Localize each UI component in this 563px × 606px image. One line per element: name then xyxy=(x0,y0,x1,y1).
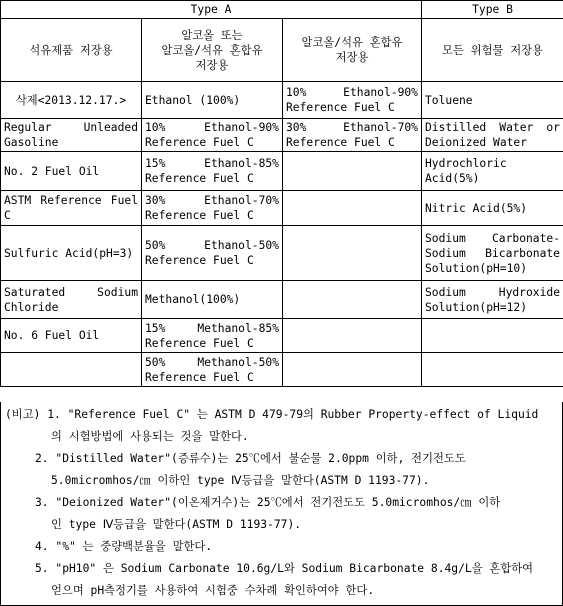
cell: Toluene xyxy=(422,82,563,119)
cell xyxy=(283,191,422,226)
cell xyxy=(422,353,563,387)
cell: Saturated Sodium Chloride xyxy=(1,281,142,319)
cell: Methanol(100%) xyxy=(142,281,283,319)
cell: 10% Ethanol-90% Reference Fuel C xyxy=(283,82,422,119)
notes-section xyxy=(0,402,563,606)
header-petroleum-storage: 석유제품 저장용 xyxy=(1,19,142,82)
cell: 15% Methanol-85% Reference Fuel C xyxy=(142,319,283,353)
header-blend-storage xyxy=(283,19,422,82)
note-3 xyxy=(5,492,558,536)
cell: 30% Ethanol-70% Reference Fuel C xyxy=(283,119,422,152)
header-blend-line2: 저장용 xyxy=(335,51,369,64)
table-row xyxy=(1,191,563,226)
header-all-hazmat-storage: 모든 위험물 저장용 xyxy=(422,19,563,82)
cell: Sodium Hydroxide Solution(pH=12) xyxy=(422,281,563,319)
cell: No. 6 Fuel Oil xyxy=(1,319,142,353)
cell xyxy=(422,319,563,353)
header-alcohol-line1: 알코올 또는 xyxy=(181,28,243,42)
header-alcohol-storage xyxy=(142,19,283,82)
cell xyxy=(1,353,142,387)
cell: Sulfuric Acid(pH=3) xyxy=(1,226,142,281)
cell xyxy=(283,226,422,281)
cell: 30% Ethanol-70% Reference Fuel C xyxy=(142,191,283,226)
note-2 xyxy=(5,448,558,492)
note-4-line-1: 4. "%" 는 중량백분율을 말한다. xyxy=(35,540,213,553)
cell: 50% Ethanol-50% Reference Fuel C xyxy=(142,226,283,281)
header-alcohol-line2: 알코올/석유 혼합유 xyxy=(161,43,263,57)
cell: No. 2 Fuel Oil xyxy=(1,152,142,191)
cell: 15% Ethanol-85% Reference Fuel C xyxy=(142,152,283,191)
note-1-line-2: 의 시험방법에 사용되는 것을 말한다. xyxy=(51,430,249,443)
cell: Distilled Water or Deionized Water xyxy=(422,119,563,152)
note-3-line-2: 인 type Ⅳ등급을 말한다(ASTM D 1193-77). xyxy=(51,518,302,531)
table-row xyxy=(1,353,563,387)
cell: ASTM Reference Fuel C xyxy=(1,191,142,226)
cell xyxy=(283,319,422,353)
note-1 xyxy=(5,404,558,448)
cell xyxy=(283,353,422,387)
note-3-line-1: 3. "Deionized Water"(이온제거수)는 25℃에서 전기전도도 5.0micromhos/㎝ 이하 xyxy=(35,496,501,509)
note-5-line-2: 얻으며 pH측정기를 사용하여 시험중 수차례 확인하여야 한다. xyxy=(51,584,375,597)
header-type-b: Type B xyxy=(422,1,563,19)
table-subheader-row xyxy=(1,19,563,82)
cell: Hydrochloric Acid(5%) xyxy=(422,152,563,191)
note-1-line-1: (비고) 1. "Reference Fuel C" 는 ASTM D 479-79의 Rubber Property-effect of Liquid xyxy=(5,408,539,421)
table-row xyxy=(1,319,563,353)
note-4 xyxy=(5,536,558,558)
cell: Regular Unleaded Gasoline xyxy=(1,119,142,152)
cell xyxy=(283,152,422,191)
table-row xyxy=(1,82,563,119)
table-row xyxy=(1,152,563,191)
note-5 xyxy=(5,558,558,602)
table-row xyxy=(1,226,563,281)
table-row xyxy=(1,281,563,319)
note-5-line-1: 5. "pH10" 은 Sodium Carbonate 10.6g/L와 Sodium Bicarbonate 8.4g/L을 혼합하여 xyxy=(35,562,534,575)
note-2-line-1: 2. "Distilled Water"(증류수)는 25℃에서 불순물 2.0ppm 이하, 전기전도도 xyxy=(35,452,466,465)
cell: Ethanol (100%) xyxy=(142,82,283,119)
cell: 삭제<2013.12.17.> xyxy=(1,82,142,119)
cell: Sodium Carbonate-Sodium Bicarbonate Solution(pH=10) xyxy=(422,226,563,281)
header-alcohol-line3: 저장용 xyxy=(195,58,229,72)
cell: 50% Methanol-50% Reference Fuel C xyxy=(142,353,283,387)
note-2-line-2: 5.0micromhos/㎝ 이하인 type Ⅳ등급을 말한다(ASTM D 1193-77). xyxy=(51,474,430,487)
cell: Nitric Acid(5%) xyxy=(422,191,563,226)
header-blend-line1: 알코올/석유 혼합유 xyxy=(301,36,403,49)
cell: 10% Ethanol-90% Reference Fuel C xyxy=(142,119,283,152)
table-row xyxy=(1,119,563,152)
header-type-a: Type A xyxy=(1,1,422,19)
table-header-row xyxy=(1,1,563,19)
cell xyxy=(283,281,422,319)
